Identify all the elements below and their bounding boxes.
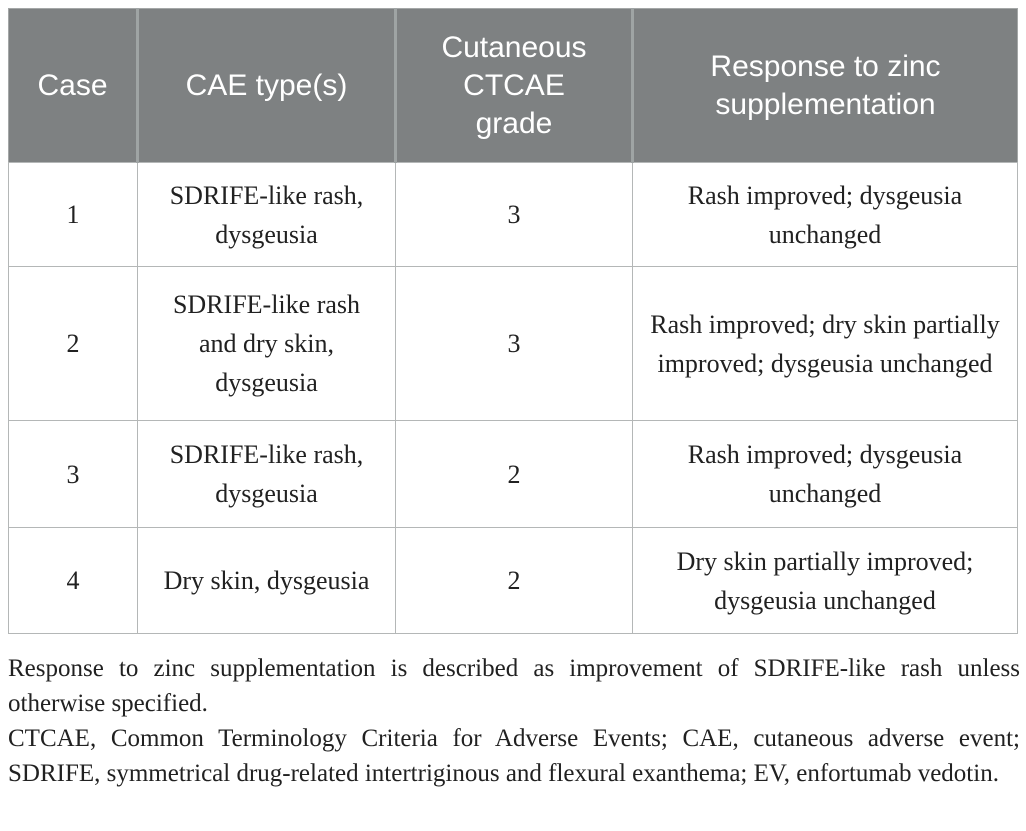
cell-response: Dry skin partially improved; dysgeusia unchanged (633, 528, 1018, 634)
cell-ctcae-grade: 2 (396, 528, 633, 634)
cell-case-number: 2 (9, 267, 138, 421)
footnote-response-note: Response to zinc supplementation is described as improvement of SDRIFE-like rash unless otherwise specified. (8, 655, 1020, 717)
cell-cae-types: Dry skin, dysgeusia (138, 528, 396, 634)
cell-ctcae-grade: 2 (396, 421, 633, 528)
cell-ctcae-grade: 3 (396, 267, 633, 421)
header-label-case: Case (37, 68, 108, 102)
cell-case-number: 4 (9, 528, 138, 634)
cell-case-number: 1 (9, 163, 138, 267)
cell-cae-types: SDRIFE-like rash, dysgeusia (138, 163, 396, 267)
table-row-case-2 (9, 267, 1018, 421)
header-cell-case (9, 9, 138, 163)
table-header (9, 9, 1018, 163)
header-cell-cae-types (138, 9, 396, 163)
table-footnotes (8, 651, 1020, 791)
table-row-case-1 (9, 163, 1018, 267)
header-label-ctcae-grade: Cutaneous CTCAE grade (441, 30, 587, 140)
cell-cae-types: SDRIFE-like rash, dysgeusia (138, 421, 396, 528)
header-label-response: Response to zinc supplementation (710, 49, 941, 121)
cell-case-number: 3 (9, 421, 138, 528)
cell-response: Rash improved; dysgeusia unchanged (633, 421, 1018, 528)
table-row-case-4 (9, 528, 1018, 634)
table-body (9, 163, 1018, 634)
cell-response: Rash improved; dysgeusia unchanged (633, 163, 1018, 267)
cell-response: Rash improved; dry skin partially improved; dysgeusia unchanged (633, 267, 1018, 421)
header-label-cae-types: CAE type(s) (185, 68, 348, 102)
header-cell-ctcae-grade (396, 9, 633, 163)
cell-cae-types: SDRIFE-like rash and dry skin, dysgeusia (138, 267, 396, 421)
table-row-case-3 (9, 421, 1018, 528)
footnote-abbreviations: CTCAE, Common Terminology Criteria for Adverse Events; CAE, cutaneous adverse event; SDRIFE, symmetrical drug-related intertriginous and flexural exanthema; EV, enfortumab vedotin. (8, 725, 1020, 787)
cae-zinc-response-table (8, 8, 1018, 634)
cell-ctcae-grade: 3 (396, 163, 633, 267)
header-cell-response (633, 9, 1018, 163)
header-row (9, 9, 1018, 163)
